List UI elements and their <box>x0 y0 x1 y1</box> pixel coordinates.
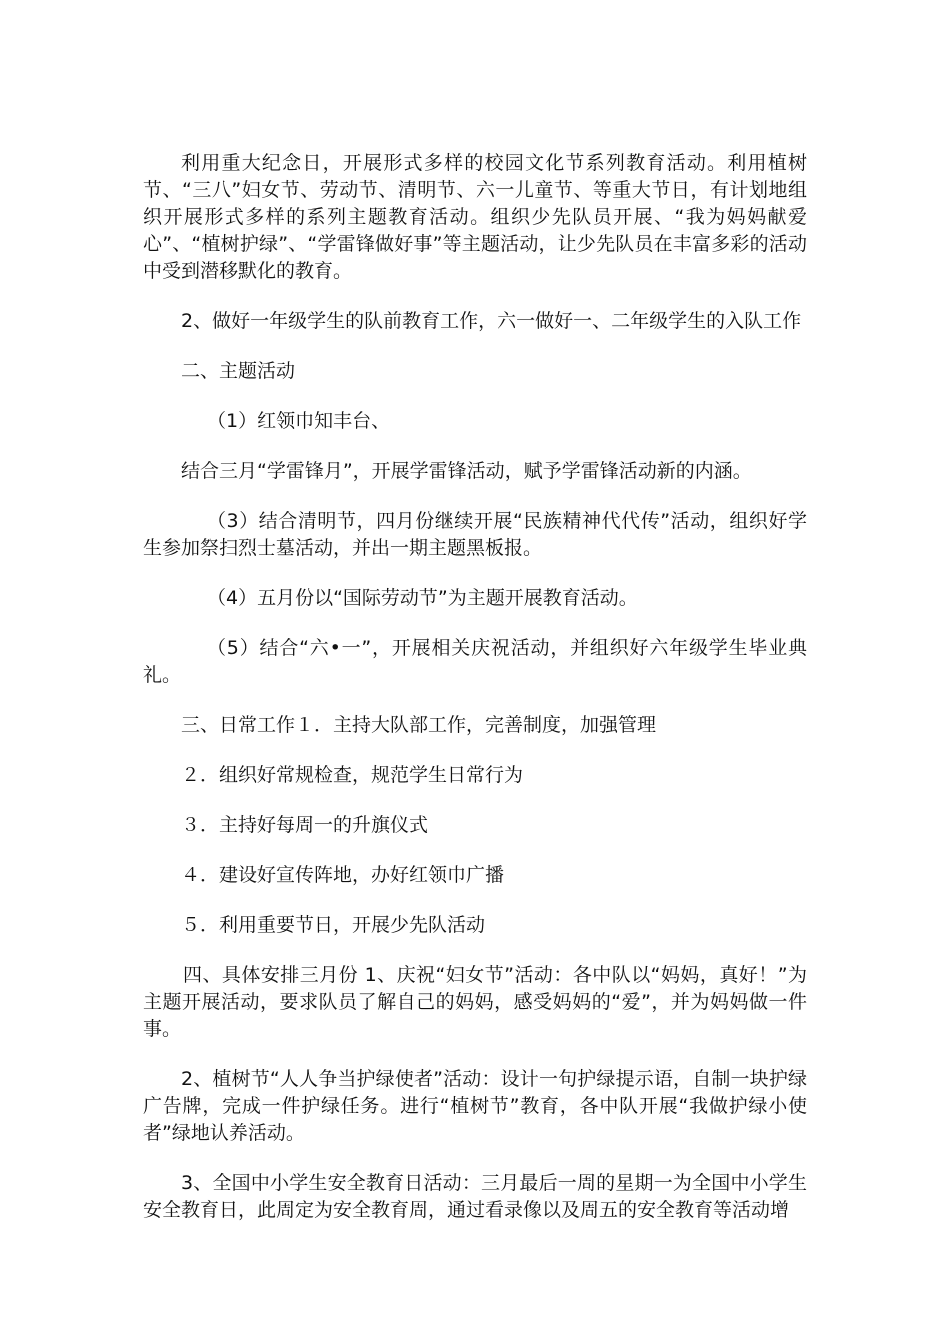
paragraph-arbor-day: 2、植树节“人人争当护绿使者”活动：设计一句护绿提示语，自制一块护绿广告牌，完成一件护绿任务。进行“植树节”教育，各中队开展“我做护绿小使者”绿地认养活动。 <box>143 1068 807 1144</box>
list-item-daily-5: ５．利用重要节日，开展少先队活动 <box>181 914 486 936</box>
list-item-theme-5: （5）结合“六•一”，开展相关庆祝活动，并组织好六年级学生毕业典礼。 <box>143 637 807 686</box>
heading-daily-work: 三、日常工作１．主持大队部工作，完善制度，加强管理 <box>181 714 657 736</box>
list-item-theme-1: （1）红领巾知丰台、 <box>207 410 391 432</box>
paragraph-march-schedule: 四、具体安排三月份 1、庆祝“妇女节”活动：各中队以“妈妈，真好！”为主题开展活动，要求队员了解自己的妈妈，感受妈妈的“爱”，并为妈妈做一件事。 <box>143 964 807 1040</box>
paragraph-lei-feng-month: 结合三月“学雷锋月”，开展学雷锋活动，赋予学雷锋活动新的内涵。 <box>181 460 752 482</box>
list-item-theme-4: （4）五月份以“国际劳动节”为主题开展教育活动。 <box>207 587 638 609</box>
document-page <box>143 150 807 1247</box>
paragraph-safety-day: 3、全国中小学生安全教育日活动：三月最后一周的星期一为全国中小学生安全教育日，此周定为安全教育周，通过看录像以及周五的安全教育等活动增 <box>143 1172 807 1221</box>
heading-theme-activities: 二、主题活动 <box>181 360 296 382</box>
paragraph-grade-one-education: 2、做好一年级学生的队前教育工作，六一做好一、二年级学生的入队工作 <box>181 310 802 332</box>
list-item-theme-3: （3）结合清明节，四月份继续开展“民族精神代代传”活动，组织好学生参加祭扫烈士墓活动，并出一期主题黑板报。 <box>143 510 807 559</box>
paragraph-memorial-days: 利用重大纪念日，开展形式多样的校园文化节系列教育活动。利用植树节、“三八”妇女节、劳动节、清明节、六一儿童节、等重大节日，有计划地组织开展形式多样的系列主题教育活动。组织少先队员开展、“我为妈妈献爱心”、“植树护绿”、“学雷锋做好事”等主题活动，让少先队员在丰富多彩的活动中受到潜移默化的教育。 <box>143 152 807 282</box>
list-item-daily-3: ３．主持好每周一的升旗仪式 <box>181 814 429 836</box>
list-item-daily-4: ４．建设好宣传阵地，办好红领巾广播 <box>181 864 505 886</box>
list-item-daily-2: ２．组织好常规检查，规范学生日常行为 <box>181 764 524 786</box>
